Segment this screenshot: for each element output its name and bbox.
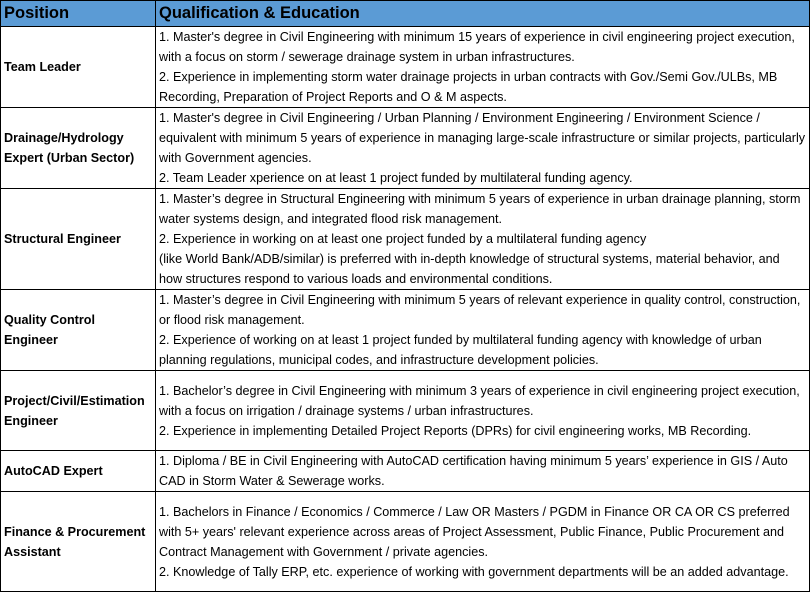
qualification-line: 1. Master's degree in Civil Engineering / Urban Planning / Environment Engineering / Environment Science / equivalent with minimum 5 years of experience in managing large-scale infrastructure or similar projects, particularly with Government agencies.: [159, 111, 806, 165]
header-row: [1, 1, 810, 27]
qualification-cell: [156, 108, 810, 189]
qualification-line: (like World Bank/ADB/similar) is preferred with in-depth knowledge of structural systems, material behavior, and how structures respond to various loads and environmental conditions.: [159, 252, 780, 286]
qualification-line: 2. Experience in implementing storm water drainage projects in urban contracts with Gov./Semi Gov./ULBs, MB Recording, Preparation of Project Reports and O & M aspects.: [159, 70, 778, 104]
qualification-line: 1. Diploma / BE in Civil Engineering with AutoCAD certification having minimum 5 years’ experience in GIS / Auto CAD in Storm Water & Sewerage works.: [159, 454, 788, 488]
header-position: Position: [1, 1, 156, 27]
qualification-cell: [156, 189, 810, 290]
table-row: [1, 492, 810, 592]
qualification-cell: [156, 371, 810, 451]
header-qualification: Qualification & Education: [156, 1, 810, 27]
position-cell: Finance & Procurement Assistant: [1, 492, 156, 592]
qualification-line: 1. Master's degree in Civil Engineering with minimum 15 years of experience in civil engineering project execution, with a focus on storm / sewerage drainage system in urban infrastructures.: [159, 30, 795, 64]
table-row: [1, 451, 810, 492]
position-cell: Structural Engineer: [1, 189, 156, 290]
position-cell: Project/Civil/Estimation Engineer: [1, 371, 156, 451]
table-row: [1, 290, 810, 371]
qualification-line: 2. Experience in implementing Detailed Project Reports (DPRs) for civil engineering works, MB Recording.: [159, 423, 752, 438]
qualification-line: 1. Master’s degree in Civil Engineering with minimum 5 years of relevant experience in quality control, construction, or flood risk management.: [159, 293, 801, 327]
qualification-line: 2. Knowledge of Tally ERP, etc. experience of working with government departments will be an added advantage.: [159, 564, 789, 579]
position-cell: Drainage/Hydrology Expert (Urban Sector): [1, 108, 156, 189]
qualification-cell: [156, 27, 810, 108]
qualification-line: 1. Bachelors in Finance / Economics / Commerce / Law OR Masters / PGDM in Finance OR CA OR CS preferred with 5+ years' relevant experience across areas of Project Assessment, Public Finance, Public Procurement and Contract Management with Government / private agencies.: [159, 504, 790, 559]
qualification-cell: [156, 290, 810, 371]
qualification-line: 2. Experience of working on at least 1 project funded by multilateral funding agency with knowledge of urban planning regulations, municipal codes, and infrastructure development policies.: [159, 333, 762, 367]
position-cell: AutoCAD Expert: [1, 451, 156, 492]
qualification-cell: [156, 451, 810, 492]
table-row: [1, 371, 810, 451]
qualification-cell: [156, 492, 810, 592]
qualification-line: 2. Experience in working on at least one project funded by a multilateral funding agency: [159, 232, 647, 246]
position-cell: Team Leader: [1, 27, 156, 108]
table-row: [1, 189, 810, 290]
qualification-line: 1. Bachelor’s degree in Civil Engineering with minimum 3 years of experience in civil engineering project execution, with a focus on irrigation / drainage systems / urban infrastructures.: [159, 383, 800, 418]
table-row: [1, 27, 810, 108]
position-cell: Quality Control Engineer: [1, 290, 156, 371]
table-row: [1, 108, 810, 189]
qualification-line: 1. Master’s degree in Structural Engineering with minimum 5 years of experience in urban drainage planning, storm water systems design, and integrated flood risk management.: [159, 192, 801, 226]
qualification-line: 2. Team Leader xperience on at least 1 project funded by multilateral funding agency.: [159, 171, 633, 185]
